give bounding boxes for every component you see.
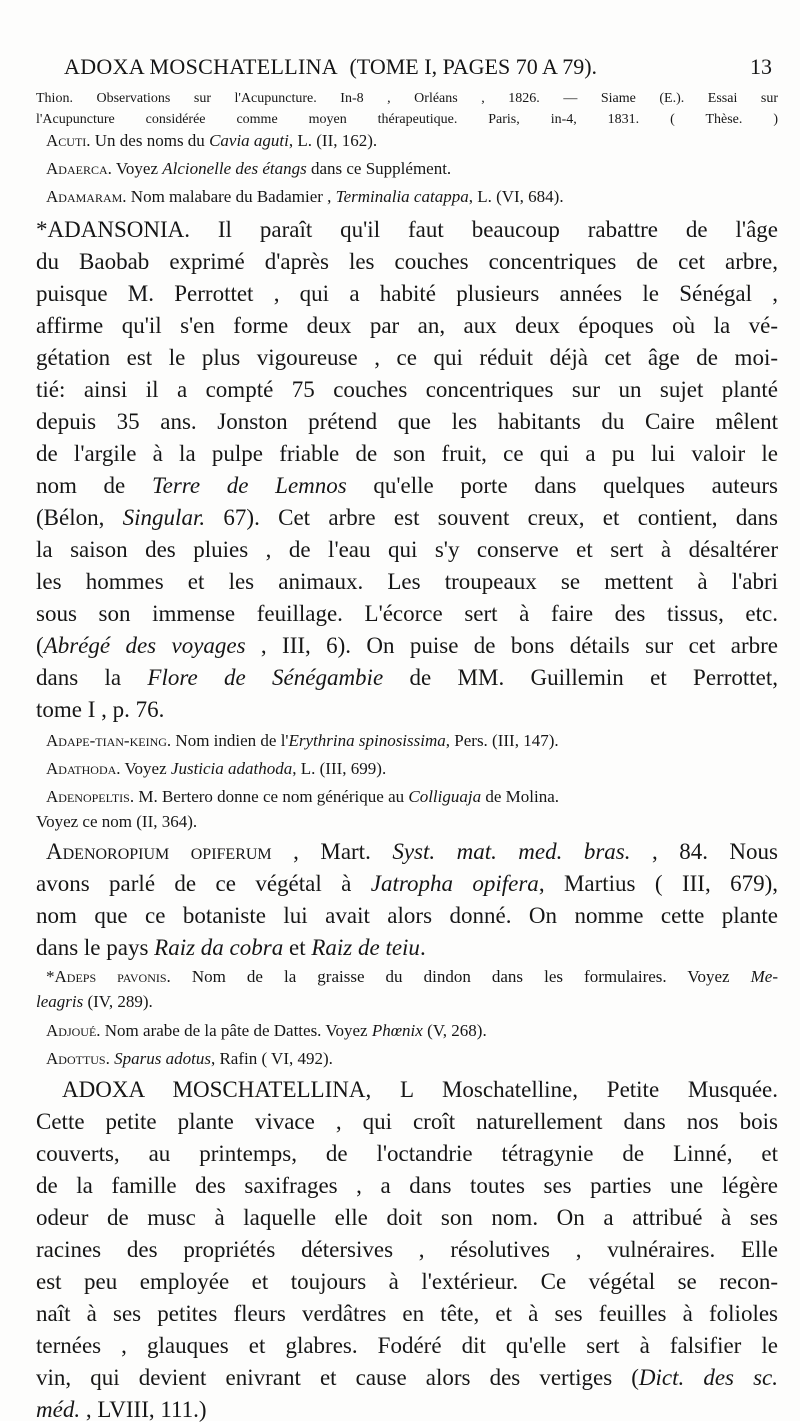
text-run: Voyez [111,159,163,178]
text-run: de MM. Guillemin et Perrottet, [383,665,778,690]
text-run: (IV, 289). [83,992,153,1011]
text-run: nom de [36,473,152,498]
text-run: Flore de Sénégambie [147,665,384,690]
text-run: 67). Cet arbre est souvent creux, et contient, dans [205,505,778,530]
text-line [36,1398,778,1421]
text-line [36,1302,778,1325]
text-line [36,1334,778,1357]
text-line [36,698,778,721]
entry-adape-tian-keing [36,732,778,749]
text-run: Cette petite plante vivace , qui croît naturellement dans nos bois [36,1109,778,1134]
page-number: 13 [750,54,772,79]
text-line [36,993,778,1010]
text-run: sous son immense feuillage. L'écorce sert à faire des tissus, etc. [36,601,778,626]
text-run: Raiz da cobra [154,935,284,960]
text-run: , 84. Nous [630,839,778,864]
text-run: Syst. mat. med. bras. [392,839,631,864]
entry-head: Acuti. [46,131,91,150]
entry-adeps-pavonis [36,968,778,985]
entry-adoxa [36,1078,778,1101]
text-line [36,474,778,497]
text-run: Voyez ce nom (II, 364). [36,812,198,831]
text-run: Raiz de teiu [311,935,420,960]
text-run: naît à ses petites fleurs verdâtres en tête, et à ses feuilles à folioles [36,1301,778,1326]
entry-adathoda [36,760,778,777]
text-run: , Rafin ( VI, 492). [210,1049,333,1068]
text-line [36,282,778,305]
text-run: , LVIII, 111.) [80,1397,207,1422]
text-run: Sparus adotus [114,1049,211,1068]
biblio-line [36,113,778,127]
text-run: gétation est le plus vigoureuse , ce qui réduit déjà cet âge de moi- [36,345,778,370]
text-run: de Molina. [481,787,560,806]
text-run: la saison des pluies , de l'eau qui s'y conserve et sert à désaltérer [36,537,778,562]
text-run: dans la [36,665,148,690]
text-run: , L. (II, 162). [288,131,378,150]
text-run: (Bélon, [36,505,123,530]
text-run: ADOXA MOSCHATELLINA, L Moschatelline, Petite Musquée. [62,1077,778,1102]
text-run: puisque M. Perrottet , qui a habité plusieurs années le Sénégal , [36,281,778,306]
entry-head: Adenoropium opiferum [46,839,272,864]
text-line [36,570,778,593]
text-line [36,872,778,895]
text-line [36,378,778,401]
text-run: , Mart. [271,839,393,864]
text-line [36,1206,778,1229]
text-run: tome I , p. 76. [36,697,165,722]
entry-adjoue [36,1022,778,1039]
text-run: odeur de musc à laquelle elle doit son nom. On a attribué à ses [36,1205,778,1230]
text-run: méd. [36,1397,81,1422]
text-run: affirme qu'il s'en forme deux par an, aux deux époques où la vé- [36,313,778,338]
text-run: leagris [36,992,84,1011]
text-run: , Martius ( III, 679), [538,871,778,896]
text-run: Voyez [120,759,171,778]
text-line [36,813,778,830]
text-run: est peu employée et toujours à l'extérieur. Ce végétal se recon- [36,1269,778,1294]
text-line [36,1110,778,1133]
text-run: qu'elle porte dans quelques auteurs [346,473,779,498]
text-run: et [283,935,312,960]
text-run: Terre de Lemnos [151,473,347,498]
text-line [36,1142,778,1165]
entry-head: Adottus. [46,1049,110,1068]
text-run: Un des noms du [90,131,210,150]
text-run: Nom indien de l' [171,731,289,750]
text-line [36,506,778,529]
text-run: nom que ce botaniste lui avait alors donné. On nomme cette plante [36,903,778,928]
text-run: *ADANSONIA. Il paraît qu'il faut beaucoup rabattre de l'âge [36,217,778,242]
biblio-line [36,92,778,106]
text-run: racines des propriétés détersives , résolutives , vulnéraires. Elle [36,1237,778,1262]
text-line [36,538,778,561]
text-run: dans le pays [36,935,155,960]
text-run: , L. (VI, 684). [468,187,564,206]
text-run: du Baobab exprimé d'après les couches concentriques de cet arbre, [36,249,778,274]
entry-adenopeltis [36,788,778,805]
text-line [36,1174,778,1197]
text-run: Phœnix [371,1021,423,1040]
text-run: . [419,935,426,960]
text-run: ( [36,633,44,658]
entry-head: *Adeps pavonis. [46,967,171,986]
text-run: Abrégé des voyages [43,633,246,658]
text-run: Justicia adathoda [170,759,293,778]
entry-acuti [36,132,778,149]
text-run: , L. (III, 699). [292,759,387,778]
running-head-title: ADOXA MOSCHATELLINA [64,54,338,79]
entry-head: Adaerca. [46,159,112,178]
text-run: avons parlé de ce végétal à [36,871,371,896]
text-run: Nom de la graisse du dindon dans les formulaires. Voyez [170,967,751,986]
text-line [36,904,778,927]
text-line [36,314,778,337]
text-line [36,936,778,959]
text-line [36,1270,778,1293]
entry-adaerca [36,160,778,177]
entry-adottus [36,1050,778,1067]
text-run: Thion. Observations sur l'Acupuncture. In-8 , Orléans , 1826. — Siame (E.). Essai sur [36,91,778,106]
text-run: Singular. [122,505,206,530]
text-line [36,1238,778,1261]
text-run: tié: ainsi il a compté 75 couches concentriques sur un sujet planté [36,377,778,402]
text-line [36,1366,778,1389]
text-run: de la famille des saxifrages , a dans toutes ses parties une légère [36,1173,778,1198]
text-run: dans ce Supplément. [306,159,452,178]
text-run: ternées , glauques et glabres. Fodéré dit qu'elle sert à falsifier le [36,1333,778,1358]
running-head-reference: (TOME I, PAGES 70 A 79). [349,54,598,79]
entry-head: Adamaram. [46,187,127,206]
entry-head: Adenopeltis. [46,787,135,806]
text-run: Nom malabare du Badamier , [126,187,336,206]
text-run: depuis 35 ans. Jonston prétend que les habitants du Caire mêlent [36,409,778,434]
text-run: l'Acupuncture considérée comme moyen thérapeutique. Paris, in-4, 1831. ( Thèse. ) [36,112,778,127]
text-run: Jatropha opifera [370,871,539,896]
text-run: Me- [750,967,778,986]
text-line [36,250,778,273]
text-line [36,602,778,625]
text-run: couverts, au printemps, de l'octandrie tétragynie de Linné, et [36,1141,778,1166]
text-run: vin, qui devient enivrant et cause alors des vertiges ( [36,1365,639,1390]
text-run: Cavia aguti [209,131,289,150]
text-run: M. Bertero donne ce nom générique au [134,787,409,806]
text-run: les hommes et les animaux. Les troupeaux se mettent à l'abri [36,569,778,594]
entry-adenoropium [36,840,778,863]
text-line [36,442,778,465]
text-run: Terminalia catappa [335,187,469,206]
entry-head: Adjoué. [46,1021,101,1040]
entry-adansonia [36,218,778,241]
text-run: Colliguaja [408,787,482,806]
running-head [64,56,772,78]
text-run: Dict. des sc. [638,1365,779,1390]
text-line [36,346,778,369]
text-run: , Pers. (III, 147). [445,731,559,750]
text-run: Erythrina spinosissima [288,731,446,750]
text-line [36,666,778,689]
entry-head: Adape-tian-keing. [46,731,172,750]
text-run: Alcionelle des étangs [162,159,307,178]
text-run: Nom arabe de la pâte de Dattes. Voyez [100,1021,372,1040]
text-run: , III, 6). On puise de bons détails sur cet arbre [245,633,778,658]
entry-adamaram [36,188,778,205]
entry-head: Adathoda. [46,759,121,778]
text-line [36,634,778,657]
text-run: (V, 268). [422,1021,487,1040]
text-line [36,410,778,433]
text-run: de l'argile à la pulpe friable de son fruit, ce qui a pu lui valoir le [36,441,778,466]
